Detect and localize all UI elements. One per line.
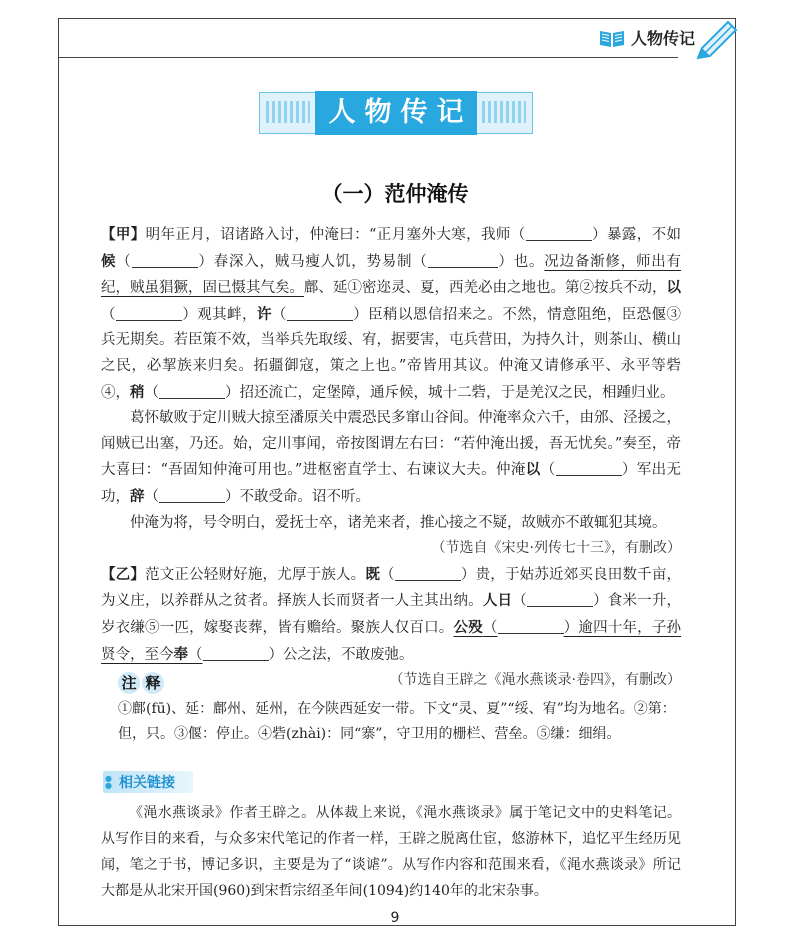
running-header: [599, 26, 695, 49]
text: ）暴露，不如: [591, 227, 681, 243]
text: （: [188, 646, 203, 663]
keyword: 以: [525, 461, 541, 479]
text: 明年正月，诏诸路入讨，仲淹曰：“正月塞外大寒，我师（: [145, 227, 526, 243]
text: 范文正公轻财好施，尤厚于族人。: [145, 566, 366, 583]
related-link-heading: [103, 771, 193, 793]
page-number: 9: [390, 910, 400, 926]
text: ）军出无功，: [101, 462, 682, 505]
text: 葛怀敏败于定川贼大掠至潘原关中震恐民多窜山谷间。仲淹率众六千，由邠、泾援之，闻贼已出塞，乃还。始，定川事闻，帝按图谓左右曰：“若仲淹出援，吾无忧矣。”奏至，帝大喜曰：“吾固知仲淹可用也。”进枢密直学士、右谏议大夫。仲淹: [101, 410, 681, 479]
answer-blank[interactable]: [159, 384, 225, 399]
text: ）招还流亡，定堡障，通斥候，城十二砦，于是羌汉之民，相踵归业。: [225, 384, 675, 401]
dots-icon: ● ●: [105, 774, 112, 790]
text: （: [144, 488, 159, 505]
keyword: 稍: [130, 383, 145, 401]
text: ）春深入，贼马瘦人饥，势易制（: [197, 253, 428, 270]
keyword: 以: [666, 279, 681, 297]
text: ）不敢受命。诏不听。: [225, 488, 370, 505]
text: （: [101, 306, 116, 323]
label-jia: 【甲】: [101, 226, 146, 243]
text: 鄜、延①密迩灵、夏，西羌必由之地也。第②按兵不动，: [304, 280, 667, 297]
text: （: [482, 619, 498, 636]
section-banner: [259, 92, 533, 134]
answer-blank[interactable]: [428, 253, 498, 268]
paragraph-jia-1: [101, 222, 681, 406]
keyword: 奉: [173, 645, 188, 663]
answer-blank[interactable]: [203, 646, 269, 661]
answer-blank[interactable]: [556, 461, 622, 476]
answer-blank[interactable]: [395, 566, 461, 581]
text: ）贵，于姑苏近郊买良田数千亩，为义庄，以养群从之贫者。择族人长而贤者一人主其出纳。: [101, 566, 682, 610]
notes-heading-char: 释: [142, 672, 164, 694]
paragraph-yi: [101, 562, 681, 668]
text: ）臣稍以恩信招来之。不然，情意阻绝，臣恐偃③兵无期矣。若臣策不效，当举兵先取绥、宥，据要害，屯兵营田，为持久计，则茶山、横山之民，必挈族来归矣。拓疆御寇，策之上也。”帝皆用其议。仲淹又请修承平、永平等砦④，: [101, 306, 682, 401]
source-jia: （节选自《宋史·列传七十三》，有删改）: [431, 540, 681, 557]
article-body: [101, 222, 681, 694]
related-link-body: [101, 800, 681, 904]
header-rule: [58, 57, 678, 58]
notes-heading-char: 注: [118, 672, 140, 694]
answer-blank[interactable]: [527, 592, 593, 607]
answer-blank[interactable]: [159, 488, 225, 503]
keyword: 辞: [130, 487, 145, 505]
answer-blank[interactable]: [287, 306, 353, 321]
text: （: [271, 306, 287, 323]
text: （: [144, 384, 159, 401]
answer-blank[interactable]: [526, 226, 592, 241]
text: （: [540, 462, 556, 479]
banner-title: 人物传记: [315, 91, 477, 135]
text: ）也。: [497, 253, 545, 270]
paragraph-jia-3: 仲淹为将，号令明白，爱抚士卒，诸羌来者，推心接之不疑，故贼亦不敢辄犯其境。: [130, 514, 667, 531]
notes-text: ①鄜(fū)、延：鄜州、延州，在今陕西延安一带。下文“灵、夏”“绥、宥”均为地名。②第：但，只。③偃：停止。④砦(zhài)：同“寨”，守卫用的栅栏、营垒。⑤缣：细绢。: [118, 701, 676, 742]
related-link-label: 相关链接: [119, 775, 175, 791]
text: ）公之法，不敢废弛。: [268, 646, 414, 663]
text: ）观其衅，: [181, 306, 257, 323]
keyword: 公殁: [453, 618, 483, 636]
keyword: 既: [365, 565, 381, 583]
text: ）食米一升，岁衣缣⑤一匹，嫁娶丧葬，皆有赡给。聚族人仅百口。: [101, 593, 682, 636]
source-yi: （节选自王辟之《渑水燕谈录·卷四》，有删改）: [389, 672, 681, 689]
answer-blank[interactable]: [132, 253, 198, 268]
keyword: 人日: [482, 592, 513, 610]
keyword: 许: [256, 305, 272, 323]
text: ）逾四十年，子孙贤令，至今: [101, 619, 682, 663]
keyword: 候: [101, 252, 117, 270]
paragraph-jia-2: [101, 406, 681, 510]
related-link-text: 《渑水燕谈录》作者王辟之。从体裁上来说，《渑水燕谈录》属于笔记文中的史料笔记。从写作目的来看，与众多宋代笔记的作者一样，王辟之脱离仕宦，悠游林下，追忆平生经历见闻，笔之于书，博记多识，主要是为了“谈谑”。从写作内容和范围来看，《渑水燕谈录》所记大都是从北宋开国(960)到宋哲宗绍圣年间(1094)约140年的北宋杂事。: [101, 805, 681, 899]
underlined-sentence: 况边备渐修，师出有纪，贼虽猖獗，固已慑其气矣。: [101, 253, 682, 297]
text: （: [512, 593, 527, 610]
answer-blank[interactable]: [498, 619, 564, 634]
text: （: [116, 253, 132, 270]
label-yi: 【乙】: [101, 565, 146, 583]
book-icon: [599, 28, 625, 48]
text: （: [380, 566, 395, 583]
notes-heading: [118, 672, 164, 694]
running-header-title: 人物传记: [630, 29, 695, 48]
pencil-icon: [692, 18, 740, 66]
answer-blank[interactable]: [116, 306, 182, 321]
article-title: （一）范仲淹传: [321, 181, 469, 206]
